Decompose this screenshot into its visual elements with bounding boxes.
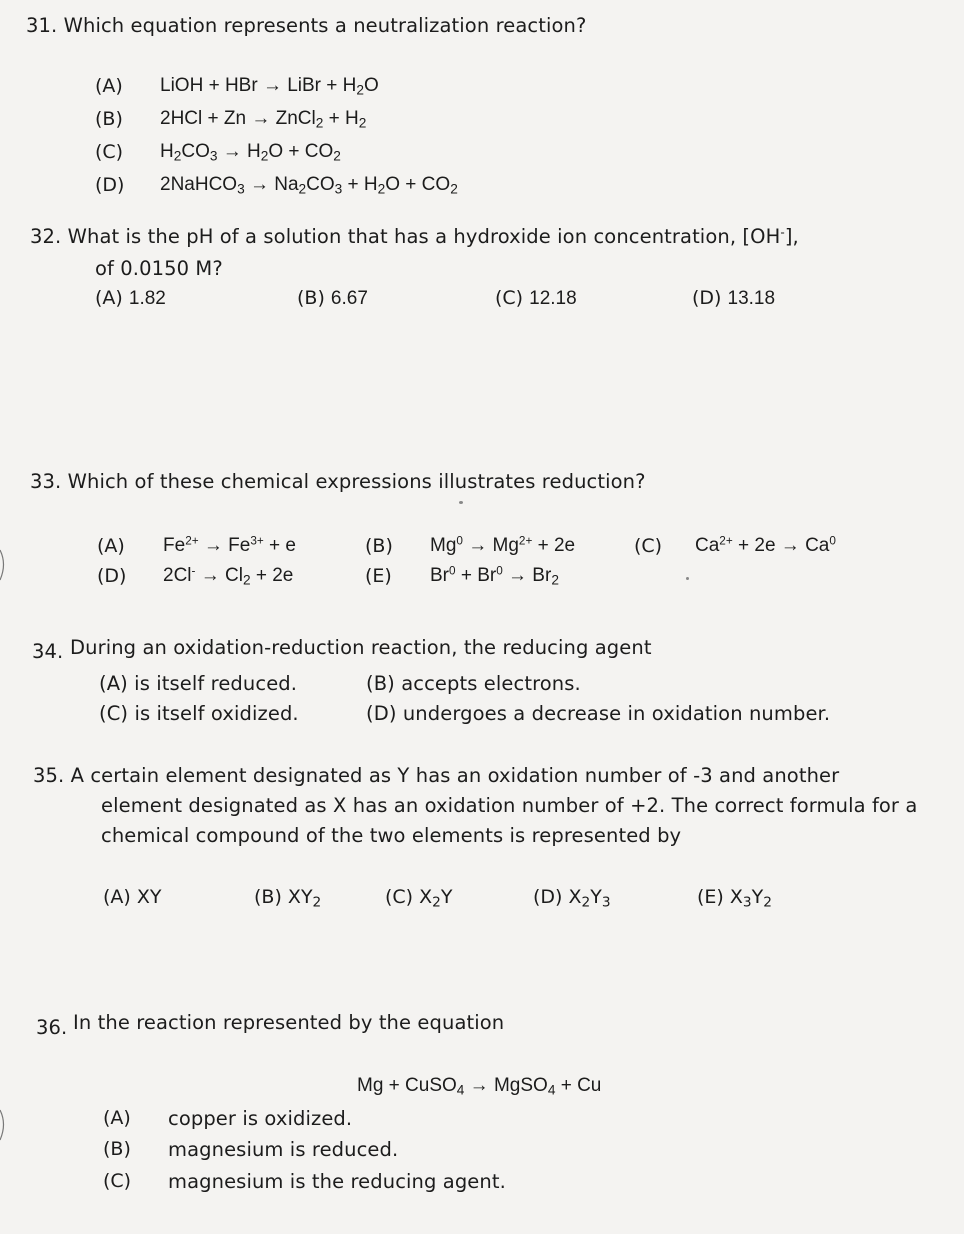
q33-option-a-label: (A)	[97, 535, 125, 557]
q33-option-b-equation: $Mg^0 \to Mg^{2+} + 2e$	[430, 534, 576, 556]
q31-option-b-equation: 2HCl + Zn → ZnCl$_2$ + $H_2$	[160, 108, 367, 131]
q35-option-d: (D) $X_2Y_3$	[533, 886, 611, 911]
q33-option-e-equation: $Br^0 + Br^0 \to Br_2$	[430, 564, 559, 588]
q32-option-d: (D) 13.18	[692, 287, 776, 309]
question-31-text: 31. Which equation represents a neutralization reaction?	[26, 14, 587, 37]
binder-hole-edge-bottom	[0, 1108, 8, 1142]
q34-option-d: (D) undergoes a decrease in oxidation number.	[366, 702, 831, 725]
q35-option-c: (C) $X_2Y$	[385, 886, 453, 911]
q33-option-e-label: (E)	[365, 565, 392, 587]
q32-option-b: (B) 6.67	[297, 287, 368, 309]
question-36-text: In the reaction represented by the equation	[73, 1011, 505, 1034]
q32-option-a: (A) 1.82	[95, 287, 166, 309]
question-35-line1: 35. A certain element designated as Y has an oxidation number of -3 and another	[33, 764, 840, 787]
q34-option-c: (C) is itself oxidized.	[99, 702, 299, 725]
q36-option-a-label: (A)	[103, 1107, 131, 1129]
scan-speck	[459, 501, 463, 504]
q36-equation: Mg + CuSO$_4$ → MgSO$_4$ + Cu	[357, 1075, 602, 1098]
q34-option-b: (B) accepts electrons.	[366, 672, 581, 695]
q31-option-c-equation: $H_2CO_3 \to H_2O + CO_2$	[160, 141, 341, 164]
q31-option-a-equation: LiOH + HBr → LiBr + $H_2O$	[160, 75, 379, 98]
q36-option-c-text: magnesium is the reducing agent.	[168, 1170, 506, 1193]
question-36-number: 36.	[36, 1016, 68, 1039]
q31-option-d-equation: 2NaHCO$_3$ → $Na_2CO_3 + H_2O + CO_2$	[160, 174, 458, 197]
q35-option-b: (B) $XY_2$	[254, 886, 322, 911]
q33-option-c-label: (C)	[634, 535, 663, 557]
question-34-number: 34.	[32, 640, 64, 663]
question-35-line2: element designated as X has an oxidation number of +2. The correct formula for a	[101, 794, 918, 817]
q33-option-a-equation: $Fe^{2+} \to Fe^{3+} + e$	[163, 534, 296, 556]
q35-option-a: (A) XY	[103, 886, 162, 908]
q31-option-b-label: (B)	[95, 108, 123, 130]
q33-option-b-label: (B)	[365, 535, 393, 557]
q33-option-c-equation: $Ca^{2+} + 2e \to Ca^0$	[695, 534, 836, 556]
q35-option-e: (E) $X_3Y_2$	[697, 886, 772, 911]
question-32-line2: of 0.0150 M?	[95, 257, 223, 280]
q36-option-b-text: magnesium is reduced.	[168, 1138, 399, 1161]
binder-hole-edge-top	[0, 548, 8, 582]
q32-option-c: (C) 12.18	[495, 287, 577, 309]
q36-option-b-label: (B)	[103, 1138, 131, 1160]
question-32-line1: 32. What is the pH of a solution that has a hydroxide ion concentration, [OH-],	[30, 225, 799, 248]
q31-option-c-label: (C)	[95, 141, 124, 163]
q31-option-d-label: (D)	[95, 174, 125, 196]
question-35-line3: chemical compound of the two elements is represented by	[101, 824, 682, 847]
q31-option-a-label: (A)	[95, 75, 123, 97]
q33-option-d-label: (D)	[97, 565, 127, 587]
question-33-text: 33. Which of these chemical expressions illustrates reduction?	[30, 470, 646, 493]
q33-option-d-equation: $2Cl^- \to Cl_2 + 2e$	[163, 564, 294, 588]
q34-option-a: (A) is itself reduced.	[99, 672, 298, 695]
question-34-text: During an oxidation-reduction reaction, the reducing agent	[70, 636, 652, 659]
scan-speck	[686, 577, 689, 580]
q36-option-c-label: (C)	[103, 1170, 132, 1192]
q36-option-a-text: copper is oxidized.	[168, 1107, 353, 1130]
